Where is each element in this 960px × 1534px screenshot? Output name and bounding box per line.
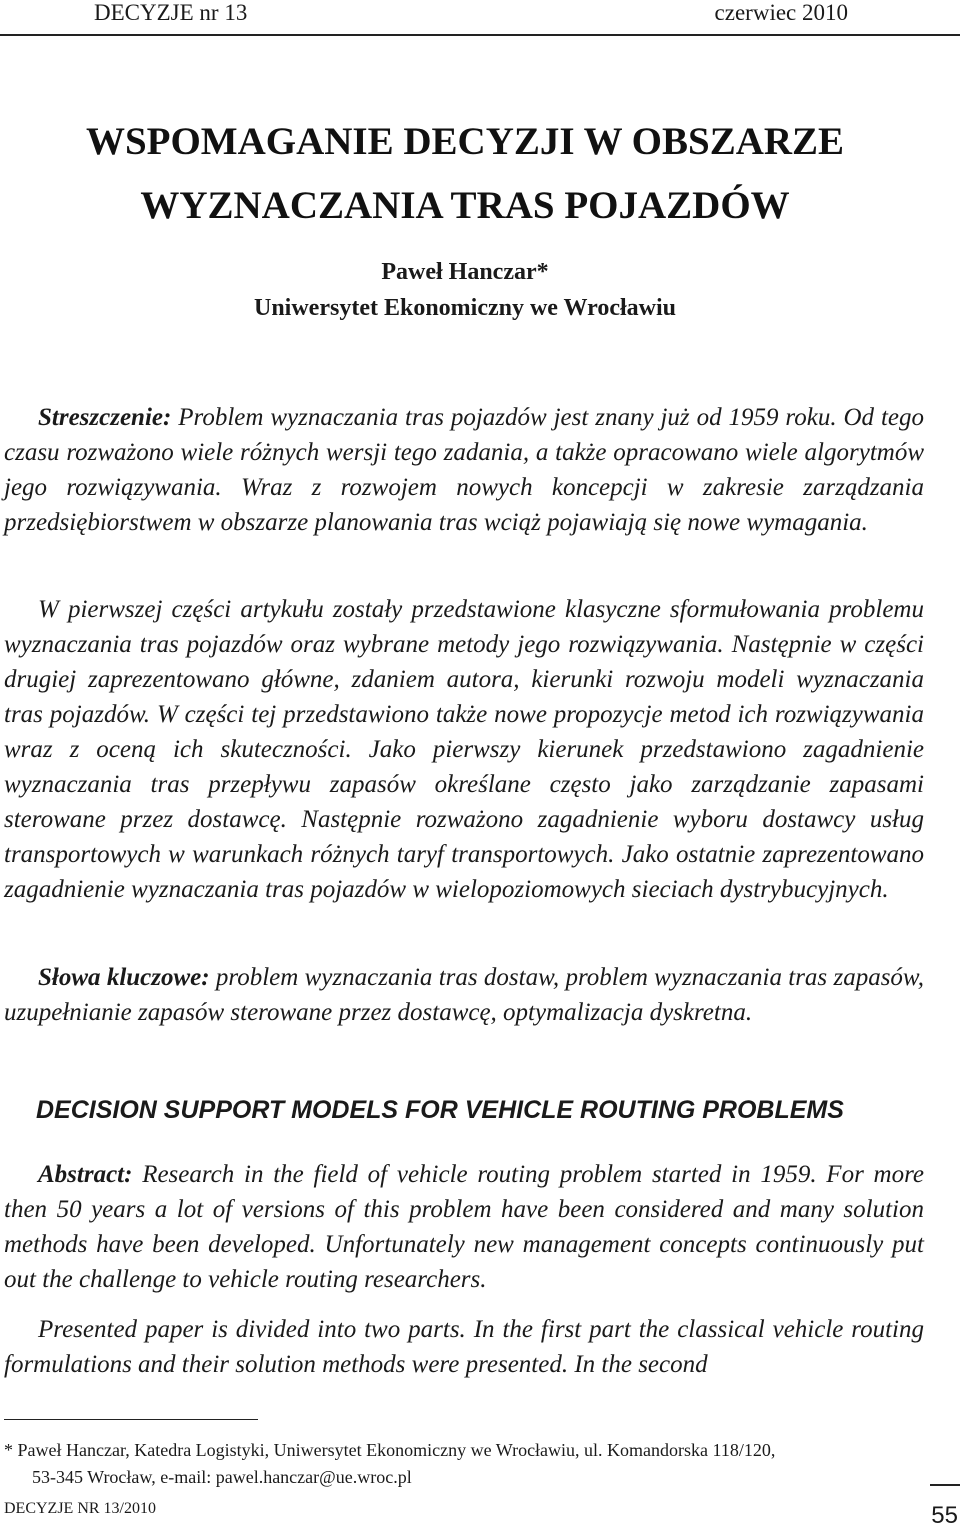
keywords-text: problem wyznaczania tras dostaw, problem wyznaczania tras zapasów, uzupełnianie zapasów sterowane przez dostawcę, optymalizacja dyskretna.: [4, 964, 924, 1026]
author-block: [0, 254, 930, 326]
footnote: [4, 1437, 934, 1491]
abstract-label: Abstract:: [38, 1161, 133, 1188]
author-name: Paweł Hanczar*: [381, 259, 549, 285]
keywords-paragraph: [4, 960, 924, 1030]
page-number-rule: [930, 1484, 960, 1486]
streszczenie-text-1: Problem wyznaczania tras pojazdów jest znany już od 1959 roku. Od tego czasu rozważono wiele różnych wersji tego zadania, a także opracowano wiele algorytmów jego rozwiązywania. Wraz z rozwojem nowych koncepcji w zakresie zarządzania przedsiębiorstwem w obszarze planowania tras wciąż pojawiają się nowe wymagania.: [4, 404, 924, 536]
title-line-2: WYZNACZANIA TRAS POJAZDÓW: [140, 184, 790, 227]
footer-journal: DECYZJE NR 13/2010: [4, 1500, 156, 1517]
running-header: [0, 0, 960, 36]
abstract-text-1: Research in the field of vehicle routing problem started in 1959. For more then 50 years a lot of versions of this problem have been considered and many solution methods have been developed. Unfortunately new management concepts continuously put out the challenge to vehicle routing researchers.: [4, 1161, 924, 1293]
abstract-paragraph-1: [4, 1157, 924, 1297]
streszczenie-label: Streszczenie:: [38, 404, 172, 431]
footnote-line-1: * Paweł Hanczar, Katedra Logistyki, Uniwersytet Ekonomiczny we Wrocławiu, ul. Komandorska 118/120,: [4, 1440, 776, 1460]
footnote-line-2: 53-345 Wrocław, e-mail: pawel.hanczar@ue.wroc.pl: [32, 1467, 412, 1487]
streszczenie-paragraph-1: [4, 400, 924, 540]
streszczenie-paragraph-2: W pierwszej części artykułu zostały przedstawione klasyczne sformułowania problemu wyznaczania tras pojazdów oraz wybrane metody jego rozwiązywania. Następnie w części drugiej zaprezentowano główne, zdaniem autora, kierunki rozwoju modeli wyznaczania tras pojazdów. W części tej przedstawiono także nowe propozycje metod ich rozwiązywania wraz z oceną ich skuteczności. Jako pierwszy kierunek przedstawiono zagadnienie wyznaczania tras przepływu zapasów określane często jako zarządzanie zapasami sterowane przez dostawcę. Następnie rozważono zagadnienie wyboru dostawcy usług transportowych w warunkach różnych taryf transportowych. Jako ostatnie zaprezentowano zagadnienie wyznaczania tras pojazdów w wielopoziomowych sieciach dystrybucyjnych.: [4, 596, 924, 903]
issue-date: czerwiec 2010: [714, 0, 848, 25]
footnote-divider: [4, 1419, 258, 1420]
title-line-1: WSPOMAGANIE DECYZJI W OBSZARZE: [85, 120, 845, 163]
page-number: 55: [931, 1502, 958, 1529]
article-title: [0, 110, 930, 238]
journal-name: DECYZJE nr 13: [94, 0, 248, 25]
author-affiliation: Uniwersytet Ekonomiczny we Wrocławiu: [254, 295, 676, 321]
abstract-paragraph-2: Presented paper is divided into two parts. In the first part the classical vehicle routing formulations and their solution methods were presented. In the second: [4, 1316, 924, 1378]
keywords-label: Słowa kluczowe:: [38, 964, 210, 991]
english-title: DECISION SUPPORT MODELS FOR VEHICLE ROUTING PROBLEMS: [36, 1096, 844, 1124]
